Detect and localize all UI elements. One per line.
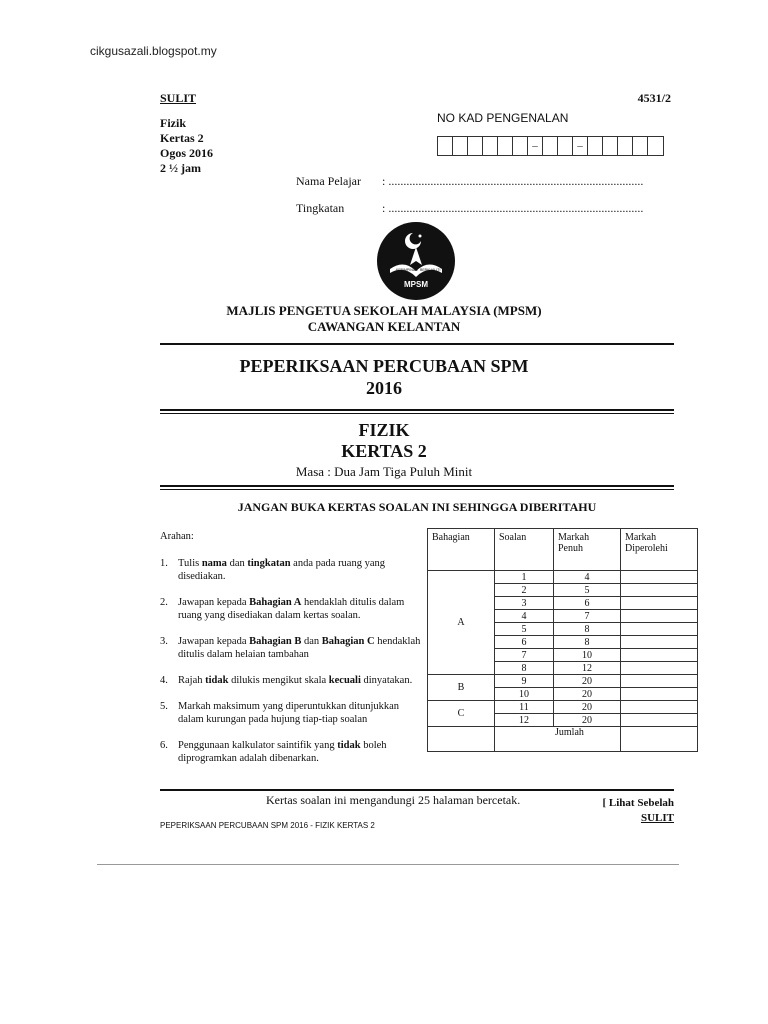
id-number-box[interactable] [438, 137, 453, 155]
id-number-box[interactable] [648, 137, 663, 155]
full-marks-cell: 8 [554, 636, 621, 649]
instructions [160, 530, 422, 778]
instruction-text: Penggunaan kalkulator saintifik yang tidak boleh diprogramkan adalah dibenarkan. [178, 740, 387, 764]
id-number-box[interactable] [498, 137, 513, 155]
table-header-cell: Markah Diperolehi [621, 529, 698, 571]
table-header-cell: Bahagian [428, 529, 495, 571]
obtained-marks-cell[interactable] [621, 636, 698, 649]
total-row [428, 727, 698, 752]
divider-lower-1 [160, 485, 674, 487]
instructions-heading: Arahan: [160, 531, 194, 542]
obtained-marks-cell[interactable] [621, 688, 698, 701]
obtained-marks-cell[interactable] [621, 610, 698, 623]
source-watermark: cikgusazali.blogspot.my [90, 44, 217, 58]
id-number-label: NO KAD PENGENALAN [437, 111, 569, 125]
instruction-item [160, 700, 422, 726]
id-number-box[interactable] [483, 137, 498, 155]
id-number-box[interactable] [618, 137, 633, 155]
question-cell: 2 [495, 584, 554, 597]
question-cell: 10 [495, 688, 554, 701]
instruction-item [160, 635, 422, 661]
paper-number: Kertas 2 [160, 131, 204, 145]
id-number-box[interactable] [468, 137, 483, 155]
section-cell: B [428, 675, 495, 701]
id-number-box[interactable] [543, 137, 558, 155]
table-header-cell: Soalan [495, 529, 554, 571]
logo-right-text: BERKUALITI [420, 268, 441, 272]
id-number-box[interactable]: – [528, 137, 543, 155]
question-cell: 4 [495, 610, 554, 623]
instruction-item [160, 674, 422, 687]
exam-duration: 2 ½ jam [160, 161, 201, 175]
question-cell: 12 [495, 714, 554, 727]
student-name-label: Nama Pelajar [296, 174, 361, 188]
marks-table [427, 528, 698, 752]
instructions-list [160, 557, 422, 765]
question-cell: 1 [495, 571, 554, 584]
subject-name: Fizik [160, 116, 186, 130]
do-not-open-warning: JANGAN BUKA KERTAS SOALAN INI SEHINGGA DIBERITAHU [237, 500, 597, 514]
id-number-box[interactable] [558, 137, 573, 155]
full-marks-cell: 20 [554, 714, 621, 727]
instruction-text: Jawapan kepada Bahagian A hendaklah ditulis dalam ruang yang disediakan dalam kertas soalan. [178, 597, 405, 621]
obtained-marks-cell[interactable] [621, 675, 698, 688]
id-number-box[interactable] [588, 137, 603, 155]
instruction-number: 1. [160, 558, 168, 569]
table-row [428, 701, 698, 714]
exam-date: Ogos 2016 [160, 146, 214, 160]
obtained-marks-cell[interactable] [621, 597, 698, 610]
divider-lower-2 [160, 489, 674, 490]
total-obtained-cell[interactable] [621, 727, 698, 752]
question-cell: 11 [495, 701, 554, 714]
obtained-marks-cell[interactable] [621, 662, 698, 675]
total-label: Jumlah [495, 727, 621, 752]
organisation-line-1: MAJLIS PENGETUA SEKOLAH MALAYSIA (MPSM) [226, 303, 542, 318]
obtained-marks-cell[interactable] [621, 701, 698, 714]
divider-middle-1 [160, 409, 674, 411]
running-footer: PEPERIKSAAN PERCUBAAN SPM 2016 - FIZIK KERTAS 2 [160, 821, 375, 830]
divider-footer [160, 789, 674, 791]
table-row [428, 675, 698, 688]
obtained-marks-cell[interactable] [621, 714, 698, 727]
exam-paper: KERTAS 2 [341, 441, 427, 461]
sulit-label-bottom: SULIT [640, 812, 674, 824]
question-cell: 9 [495, 675, 554, 688]
instruction-item [160, 739, 422, 765]
table-header-cell: Markah Penuh [554, 529, 621, 571]
instruction-item [160, 557, 422, 583]
instruction-text: Rajah tidak dilukis mengikut skala kecuali dinyatakan. [178, 675, 413, 686]
form-field[interactable] [296, 201, 643, 216]
full-marks-cell: 7 [554, 610, 621, 623]
table-row [428, 571, 698, 584]
student-name-line: : ..................................................................................... [382, 174, 644, 188]
full-marks-cell: 20 [554, 675, 621, 688]
id-number-boxes[interactable] [437, 136, 664, 156]
instruction-number: 5. [160, 701, 168, 712]
paper-info [160, 116, 213, 176]
question-cell: 5 [495, 623, 554, 636]
question-cell: 7 [495, 649, 554, 662]
form-line: : ..................................................................................... [382, 201, 644, 215]
id-number-box[interactable] [633, 137, 648, 155]
mpsm-logo [376, 221, 456, 301]
id-number-box[interactable] [603, 137, 618, 155]
organisation-line-2: CAWANGAN KELANTAN [307, 319, 461, 334]
obtained-marks-cell[interactable] [621, 571, 698, 584]
id-number-box[interactable]: – [573, 137, 588, 155]
logo-label: MPSM [404, 280, 428, 289]
obtained-marks-cell[interactable] [621, 623, 698, 636]
sulit-label-top: SULIT [160, 91, 197, 105]
instruction-text: Tulis nama dan tingkatan anda pada ruang yang disediakan. [178, 558, 386, 582]
full-marks-cell: 4 [554, 571, 621, 584]
pages-note: Kertas soalan ini mengandungi 25 halaman bercetak. [266, 793, 521, 807]
obtained-marks-cell[interactable] [621, 649, 698, 662]
divider-top [160, 343, 674, 345]
instruction-text: Jawapan kepada Bahagian B dan Bahagian C hendaklah ditulis dalam helaian tambahan [178, 636, 421, 660]
full-marks-cell: 20 [554, 688, 621, 701]
instruction-item [160, 596, 422, 622]
paper-code: 4531/2 [637, 91, 671, 105]
page-edge-line [97, 864, 679, 865]
obtained-marks-cell[interactable] [621, 584, 698, 597]
section-cell: A [428, 571, 495, 675]
student-name-field[interactable] [296, 174, 643, 189]
full-marks-cell: 12 [554, 662, 621, 675]
total-blank-cell [428, 727, 495, 752]
id-number-box[interactable] [513, 137, 528, 155]
full-marks-cell: 20 [554, 701, 621, 714]
form-label: Tingkatan [296, 201, 345, 215]
logo-left-text: KEPIMPINAN [396, 268, 418, 272]
section-cell: C [428, 701, 495, 727]
exam-title: PEPERIKSAAN PERCUBAAN SPM [239, 356, 529, 376]
instruction-number: 4. [160, 675, 168, 686]
instruction-number: 2. [160, 597, 168, 608]
next-page-note: [ Lihat Sebelah [602, 797, 674, 809]
question-cell: 3 [495, 597, 554, 610]
id-number-box[interactable] [453, 137, 468, 155]
instruction-text: Markah maksimum yang diperuntukkan ditunjukkan dalam kurungan pada hujung tiap-tiap soalan [178, 701, 400, 725]
instruction-number: 6. [160, 740, 168, 751]
instruction-number: 3. [160, 636, 168, 647]
full-marks-cell: 6 [554, 597, 621, 610]
full-marks-cell: 10 [554, 649, 621, 662]
exam-time: Masa : Dua Jam Tiga Puluh Minit [295, 464, 473, 479]
question-cell: 6 [495, 636, 554, 649]
question-cell: 8 [495, 662, 554, 675]
exam-subject: FIZIK [358, 420, 410, 440]
divider-middle-2 [160, 413, 674, 414]
table-header-row [428, 529, 698, 571]
exam-year: 2016 [366, 378, 402, 398]
full-marks-cell: 5 [554, 584, 621, 597]
full-marks-cell: 8 [554, 623, 621, 636]
